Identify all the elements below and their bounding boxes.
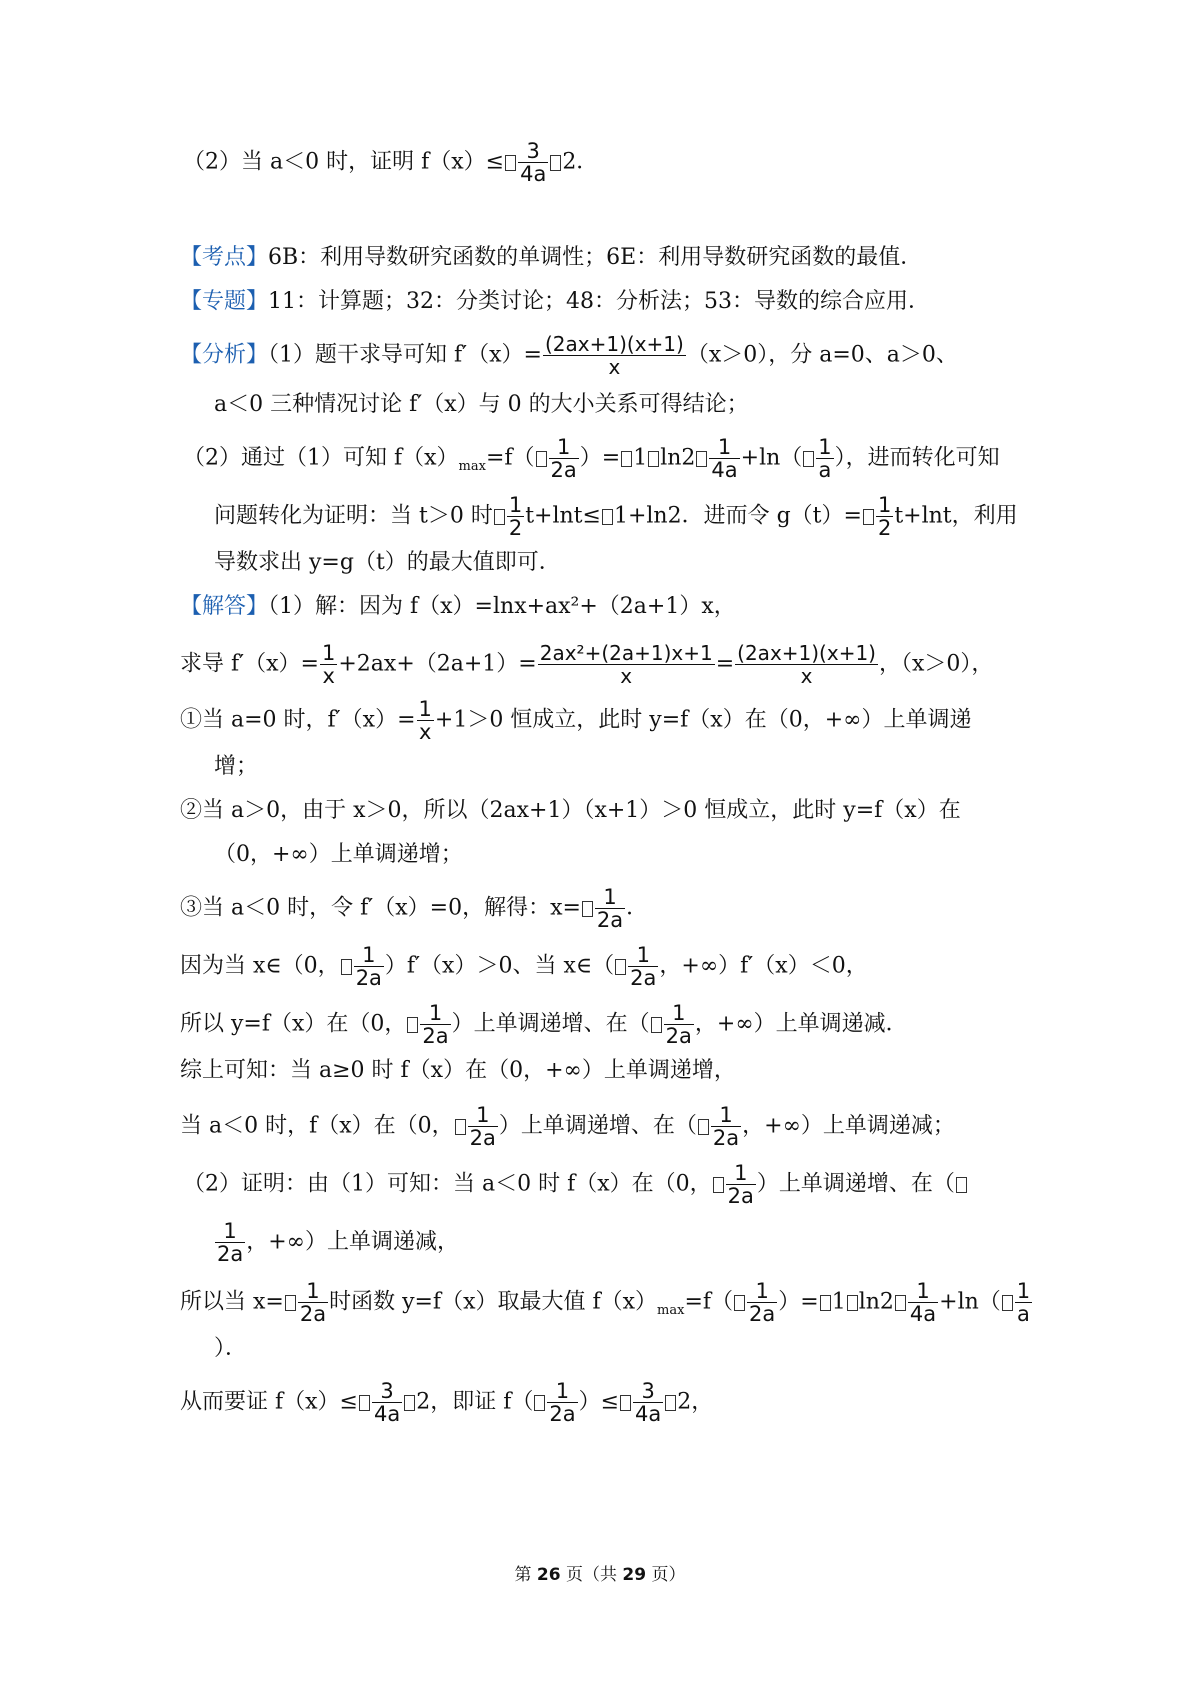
fraction-denominator: 4a: [909, 1302, 937, 1326]
fraction: [628, 944, 658, 989]
text-segment: ）上单调递增、在（: [451, 1011, 650, 1037]
fraction: [711, 1104, 741, 1149]
text-segment: （x＞0），分 a=0、a＞0、: [686, 342, 958, 368]
kaodian-tag: 【考点】: [180, 245, 269, 270]
jieda-line-7: [180, 886, 648, 931]
jieda-line-2: [180, 642, 993, 687]
fraction-numerator: 1: [877, 493, 892, 517]
text-segment: max: [657, 1302, 685, 1318]
fraction-denominator: 4a: [711, 458, 738, 482]
fraction-numerator: 1: [603, 885, 617, 909]
missing-glyph-icon: [803, 451, 814, 467]
fraction-numerator: 1: [719, 1103, 733, 1127]
missing-glyph-icon: [602, 509, 613, 525]
missing-glyph-icon: [956, 1177, 967, 1193]
missing-glyph-icon: [863, 509, 874, 525]
fraction-denominator: 2a: [217, 1242, 244, 1266]
missing-glyph-icon: [847, 1295, 858, 1311]
fenxi-tag: 【分析】: [180, 342, 269, 368]
text-segment: 综上可知：当 a≥0 时 f（x）在（0，+∞）上单调递增，: [180, 1058, 736, 1083]
missing-glyph-icon: [648, 451, 659, 467]
fraction: [709, 436, 739, 481]
jieda-line-6: [214, 840, 463, 870]
fraction-numerator: 1: [717, 435, 732, 459]
fraction: [543, 333, 686, 378]
text-segment: 6B：利用导数研究函数的单调性；6E：利用导数研究函数的最值．: [268, 245, 923, 270]
kaodian-line: [180, 243, 922, 273]
missing-glyph-icon: [665, 1395, 676, 1411]
text-segment: +ln（: [939, 1289, 1001, 1315]
fraction: [908, 1280, 938, 1325]
fraction-denominator: 2: [508, 516, 523, 540]
fraction: [507, 494, 524, 539]
fraction: [538, 642, 715, 687]
missing-glyph-icon: [615, 959, 626, 975]
text-segment: +2ax+（2a+1）=: [338, 651, 537, 677]
fraction-denominator: x: [735, 664, 878, 687]
text-segment: 页（共: [560, 1565, 623, 1585]
fenxi-line-2: [214, 390, 749, 420]
text-segment: ），进而转化可知: [834, 445, 1000, 471]
fraction: [633, 1380, 663, 1425]
fraction: [417, 698, 434, 743]
jieda-line-5: [180, 796, 961, 826]
text-segment: ln2: [660, 445, 696, 471]
fraction-numerator: 3: [641, 1379, 655, 1403]
missing-glyph-icon: [494, 509, 505, 525]
fraction-denominator: x: [320, 664, 337, 687]
fraction: [876, 494, 893, 539]
fraction: [747, 1280, 777, 1325]
fenxi-line-5: [214, 548, 561, 578]
text-segment: ）f′（x）＞0、当 x∈（: [384, 953, 615, 979]
fraction-numerator: 1: [1016, 1279, 1031, 1303]
fraction-denominator: 2a: [712, 1126, 740, 1150]
text-segment: ln2: [858, 1289, 894, 1315]
text-segment: （1）解：因为 f（x）=lnx+ax²+（2a+1）x，: [268, 594, 736, 619]
text-segment: 第: [514, 1565, 537, 1585]
jieda-tag: 【解答】: [180, 594, 269, 619]
missing-glyph-icon: [550, 155, 561, 171]
fraction-numerator: 1: [916, 1279, 930, 1303]
missing-glyph-icon: [505, 155, 516, 171]
fraction: [816, 436, 833, 481]
missing-glyph-icon: [734, 1295, 745, 1311]
text-segment: 所以当 x=: [180, 1289, 284, 1315]
fraction-numerator: 3: [380, 1379, 394, 1403]
missing-glyph-icon: [895, 1295, 906, 1311]
missing-glyph-icon: [713, 1177, 724, 1193]
missing-glyph-icon: [696, 451, 707, 467]
fraction-denominator: 2a: [549, 1402, 576, 1426]
fraction-denominator: x: [417, 720, 434, 743]
fraction-denominator: x: [538, 664, 715, 687]
fraction-numerator: 1: [508, 493, 523, 517]
fraction-denominator: 2a: [469, 1126, 496, 1150]
fraction-denominator: 2a: [749, 1302, 776, 1326]
fraction: [518, 140, 548, 185]
missing-glyph-icon: [341, 959, 352, 975]
fraction-denominator: x: [543, 355, 686, 378]
missing-glyph-icon: [582, 901, 593, 917]
fraction-numerator: 1: [223, 1219, 237, 1243]
fraction-denominator: 2a: [299, 1302, 327, 1326]
fraction-denominator: a: [816, 458, 833, 481]
text-segment: ）上单调递增、在（: [756, 1171, 955, 1197]
fraction: [298, 1280, 328, 1325]
fraction-numerator: 1: [556, 435, 571, 459]
fraction-denominator: 2: [877, 516, 892, 540]
text-segment: 当 a＜0 时，f（x）在（0，: [180, 1113, 454, 1139]
text-segment: 页）: [646, 1565, 686, 1585]
text-segment: ②当 a＞0，由于 x＞0，所以（2ax+1）（x+1）＞0 恒成立，此时 y=f（x）在: [180, 798, 961, 823]
text-segment: ，+∞）上单调递减，: [246, 1229, 459, 1255]
missing-glyph-icon: [404, 1395, 415, 1411]
text-segment: ）=: [778, 1289, 819, 1315]
text-segment: max: [458, 458, 486, 474]
jieda-line-3: [180, 698, 971, 743]
text-segment: =: [715, 651, 735, 677]
fenxi-line-1: [180, 333, 958, 378]
missing-glyph-icon: [534, 1395, 545, 1411]
fraction: [664, 1002, 694, 1047]
fraction: [726, 1162, 756, 1207]
text-segment: =f（: [485, 445, 535, 471]
missing-glyph-icon: [621, 451, 632, 467]
text-segment: 导数求出 y=g（t）的最大值即可．: [214, 550, 561, 575]
missing-glyph-icon: [455, 1119, 466, 1135]
missing-glyph-icon: [285, 1295, 296, 1311]
text-segment: ．: [626, 895, 649, 921]
text-segment: ，+∞）上单调递减．: [694, 1011, 908, 1037]
fraction: [595, 886, 625, 931]
fraction-numerator: 2ax²+(2a+1)x+1: [539, 641, 713, 665]
fraction-numerator: 1: [476, 1103, 490, 1127]
fraction-denominator: 4a: [373, 1402, 401, 1426]
jieda-line-12: [183, 1162, 968, 1207]
missing-glyph-icon: [536, 451, 547, 467]
zhuanti-line: [180, 287, 930, 317]
fraction-numerator: (2ax+1)(x+1): [737, 641, 876, 665]
fraction: [320, 642, 337, 687]
fraction: [468, 1104, 498, 1149]
jieda-line-4: [214, 752, 258, 782]
text-segment: 增；: [214, 754, 259, 779]
text-segment: ，+∞）上单调递减；: [742, 1113, 955, 1139]
text-segment: 问题转化为证明：当 t＞0 时: [214, 503, 493, 529]
fraction-denominator: 2a: [355, 966, 382, 990]
fraction-numerator: 1: [362, 943, 376, 967]
fraction: [354, 944, 384, 989]
missing-glyph-icon: [820, 1295, 831, 1311]
jieda-line-9: [180, 1002, 908, 1047]
jieda-line-10: [180, 1056, 736, 1086]
text-segment: （1）题干求导可知 f′（x）=: [268, 342, 542, 368]
missing-glyph-icon: [1002, 1295, 1013, 1311]
fraction: [735, 642, 878, 687]
missing-glyph-icon: [407, 1017, 418, 1033]
text-segment: （2）通过（1）可知 f（x）: [183, 445, 459, 471]
fraction-denominator: 2a: [550, 458, 577, 482]
fraction: [1015, 1280, 1032, 1325]
text-segment: （0，+∞）上单调递增；: [214, 842, 463, 867]
missing-glyph-icon: [698, 1119, 709, 1135]
jieda-line-1: [180, 592, 736, 622]
page-footer: [0, 1560, 1200, 1585]
fraction: [420, 1002, 450, 1047]
fraction-numerator: 1: [306, 1279, 320, 1303]
fraction: [549, 436, 579, 481]
text-segment: ）≤: [578, 1389, 620, 1415]
text-segment: 从而要证 f（x）≤: [180, 1389, 358, 1415]
text-segment: 2，即证 f（: [416, 1389, 534, 1415]
fraction: [372, 1380, 402, 1425]
text-segment: 求导 f′（x）=: [180, 651, 319, 677]
fraction-numerator: 1: [734, 1161, 748, 1185]
text-segment: +1＞0 恒成立，此时 y=f（x）在（0，+∞）上单调递: [434, 707, 972, 733]
text-segment: 2．: [562, 149, 599, 175]
text-segment: 因为当 x∈（0，: [180, 953, 340, 979]
fraction-numerator: 1: [428, 1001, 443, 1025]
text-segment: =f（: [684, 1289, 734, 1315]
problem-part2: [183, 140, 598, 185]
text-segment: t+lnt，利用: [894, 503, 1018, 529]
page-total: 29: [622, 1565, 647, 1585]
fraction-denominator: 2a: [665, 1024, 692, 1048]
fraction: [215, 1220, 245, 1265]
text-segment: ）．: [214, 1336, 248, 1361]
zhuanti-tag: 【专题】: [180, 289, 269, 314]
text-segment: 1: [633, 445, 648, 471]
fraction-denominator: 2a: [422, 1024, 449, 1048]
jieda-line-13: [214, 1220, 459, 1265]
fraction-numerator: 1: [636, 943, 650, 967]
text-segment: 1: [831, 1289, 846, 1315]
fraction-denominator: 4a: [635, 1402, 662, 1426]
text-segment: 1+ln2．进而令 g（t）=: [613, 503, 862, 529]
jieda-line-15: [214, 1334, 247, 1364]
text-segment: （2）当 a＜0 时，证明 f（x）≤: [183, 149, 505, 175]
fraction-numerator: 3: [526, 139, 540, 163]
fraction-numerator: 1: [418, 697, 432, 721]
jieda-line-11: [180, 1104, 955, 1149]
fenxi-line-4: [214, 494, 1018, 539]
jieda-line-8: [180, 944, 868, 989]
text-segment: 2，: [677, 1389, 714, 1415]
text-segment: 时函数 y=f（x）取最大值 f（x）: [329, 1289, 658, 1315]
page-number: 26: [536, 1565, 561, 1585]
fenxi-line-3: [183, 436, 1000, 482]
text-segment: ）上单调递增、在（: [498, 1113, 697, 1139]
fraction-denominator: 2a: [630, 966, 657, 990]
text-segment: ①当 a=0 时，f′（x）=: [180, 707, 416, 733]
text-segment: a＜0 三种情况讨论 f′（x）与 0 的大小关系可得结论；: [214, 392, 749, 417]
text-segment: （2）证明：由（1）可知：当 a＜0 时 f（x）在（0，: [183, 1171, 712, 1197]
fraction-numerator: 1: [321, 641, 336, 665]
fraction-denominator: 4a: [520, 162, 547, 186]
text-segment: ）=: [579, 445, 621, 471]
fraction-numerator: (2ax+1)(x+1): [545, 332, 684, 356]
text-segment: +ln（: [740, 445, 803, 471]
missing-glyph-icon: [359, 1395, 370, 1411]
text-segment: t+lnt≤: [525, 503, 601, 529]
text-segment: 11：计算题；32：分类讨论；48：分析法；53：导数的综合应用．: [268, 289, 930, 314]
fraction-denominator: a: [1015, 1302, 1032, 1325]
jieda-line-16: [180, 1380, 713, 1425]
fraction-denominator: 2a: [596, 908, 624, 932]
missing-glyph-icon: [651, 1017, 662, 1033]
fraction-numerator: 1: [555, 1379, 570, 1403]
fraction-numerator: 1: [755, 1279, 769, 1303]
missing-glyph-icon: [620, 1395, 631, 1411]
fraction-numerator: 1: [672, 1001, 686, 1025]
jieda-line-14: [180, 1280, 1033, 1326]
text-segment: ，（x＞0），: [878, 651, 994, 677]
text-segment: ，+∞）f′（x）＜0，: [659, 953, 868, 979]
text-segment: 所以 y=f（x）在（0，: [180, 1011, 407, 1037]
fraction: [547, 1380, 577, 1425]
text-segment: ③当 a＜0 时，令 f′（x）=0，解得：x=: [180, 895, 581, 921]
fraction-numerator: 1: [818, 435, 832, 459]
fraction-denominator: 2a: [727, 1184, 754, 1208]
